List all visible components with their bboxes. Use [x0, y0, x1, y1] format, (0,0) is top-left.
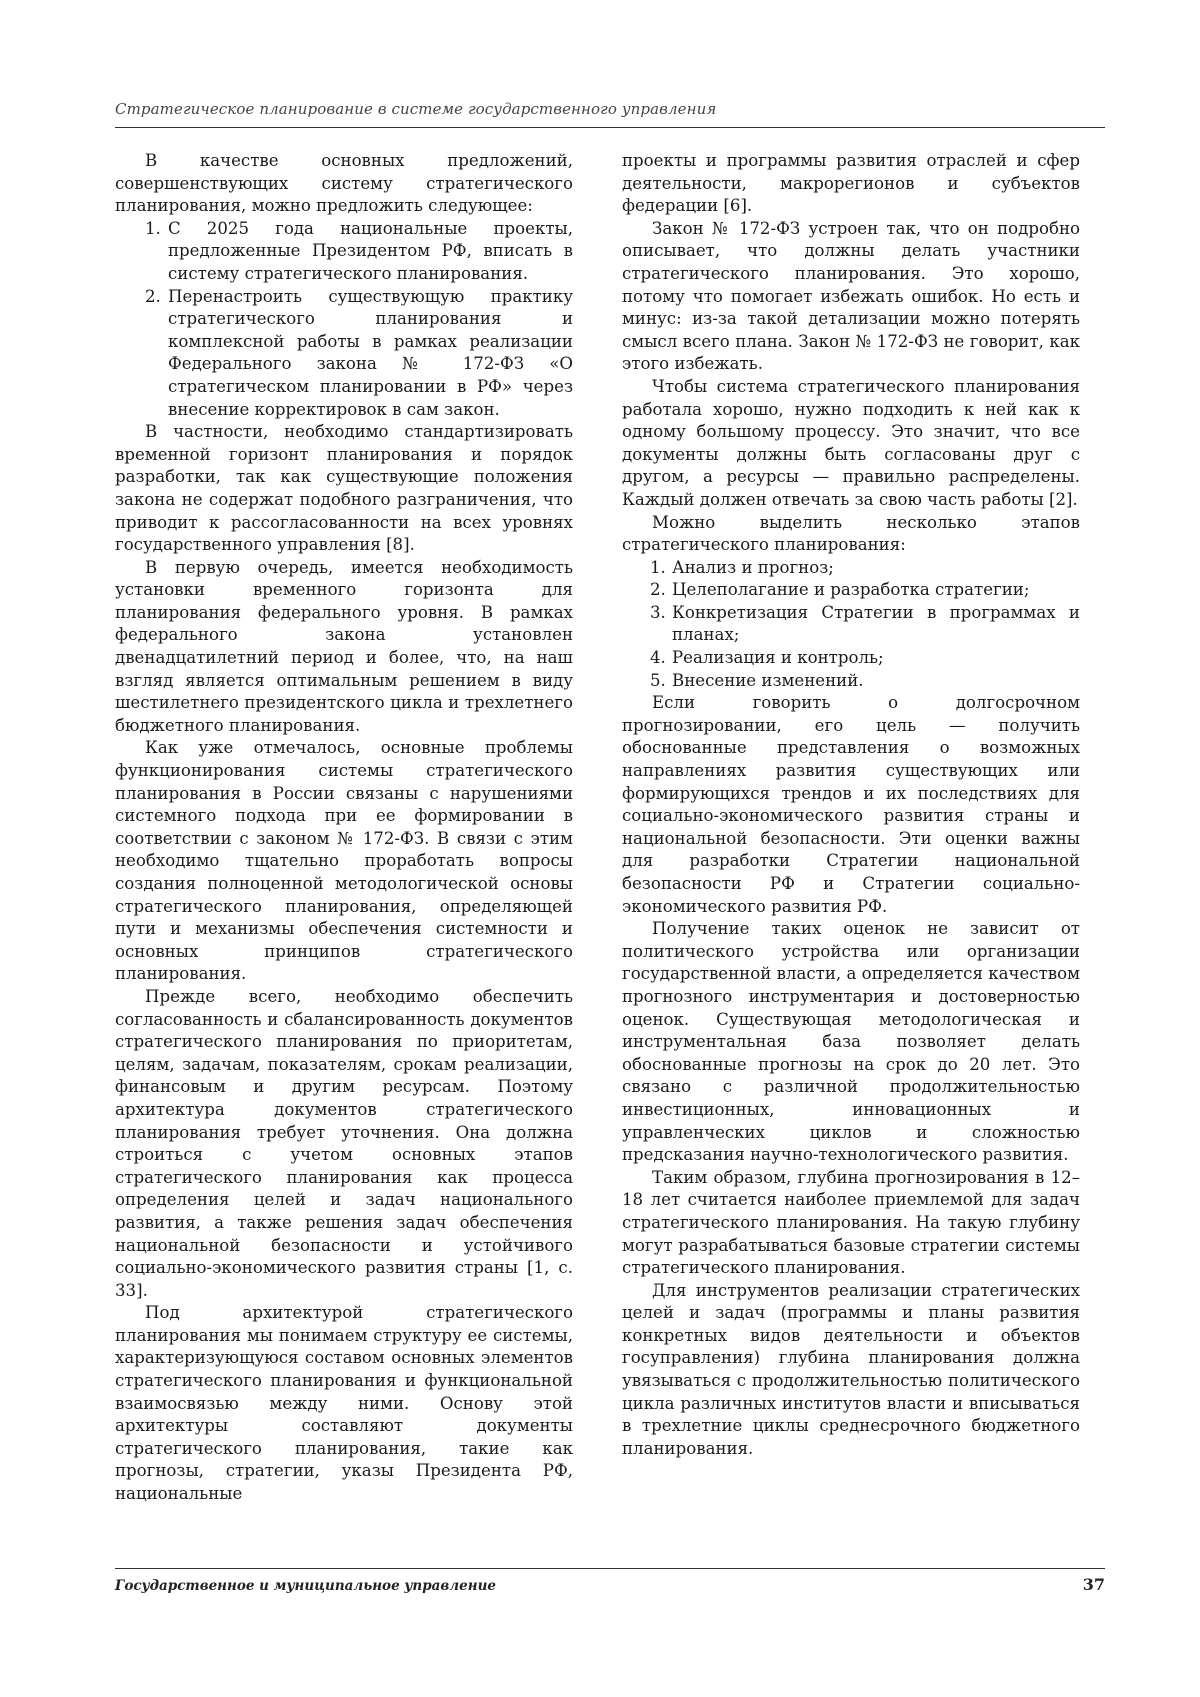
list-number: 3. [650, 602, 666, 622]
right-column [622, 150, 1080, 1460]
list-text: Перенастроить существующую практику стратегического планирования и комплексной работы в рамках реализации Федерального закона № 172-ФЗ «О стратегическом планировании в РФ» через внесение корректировок в сам закон. [168, 286, 573, 419]
paragraph: Чтобы система стратегического планирования работала хорошо, нужно подходить к ней как к одному большому процессу. Это значит, что все документы должны быть согласованы друг с другом, а ресурсы — правильно распределены. Каждый должен отвечать за свою часть работы [2]. [622, 376, 1080, 509]
list-number: 2. [145, 286, 161, 306]
paragraph: Можно выделить несколько этапов стратегического планирования: [622, 512, 1080, 555]
list-number: 1. [145, 218, 161, 238]
list-item [622, 647, 1080, 670]
left-column [115, 150, 573, 1506]
stages-list [622, 557, 1080, 693]
page-number: 37 [1082, 1575, 1105, 1594]
list-item [115, 218, 573, 286]
list-number: 5. [650, 670, 666, 690]
paragraph: Как уже отмечалось, основные проблемы функционирования системы стратегического планирования в России связаны с нарушениями системного подхода при ее формировании в соответствии с законом № 172-ФЗ. В связи с этим необходимо тщательно проработать вопросы создания полноценной методологической основы стратегического планирования, определяющей пути и механизмы обеспечения системности и основных принципов стратегического планирования. [115, 738, 573, 984]
proposals-list [115, 218, 573, 421]
footer-divider [115, 1568, 1105, 1569]
list-item [115, 286, 573, 422]
paragraph: Закон № 172-ФЗ устроен так, что он подробно описывает, что должны делать участники стратегического планирования. Это хорошо, потому что помогает избежать ошибок. Но есть и минус: из-за такой детализации можно потерять смысл всего плана. Закон № 172-ФЗ не говорит, как этого избежать. [622, 218, 1080, 374]
header-divider [115, 127, 1105, 128]
journal-title: Государственное и муниципальное управление [115, 1578, 497, 1594]
paragraph: В первую очередь, имеется необходимость установки временного горизонта для планирования федерального уровня. В рамках федерального закона установлен двенадцатилетний период и более, что, на наш взгляд является оптимальным решением в виду шестилетнего президентского цикла и трехлетнего бюджетного планирования. [115, 557, 573, 735]
list-text: Конкретизация Стратегии в программах и планах; [672, 602, 1080, 645]
paragraph: Для инструментов реализации стратегических целей и задач (программы и планы развития конкретных видов деятельности и объектов госуправления) глубина планирования должна увязываться с продолжительностью политического цикла различных институтов власти и вписываться в трехлетние циклы среднесрочного бюджетного планирования. [622, 1280, 1080, 1458]
running-header: Стратегическое планирование в системе государственного управления [115, 100, 717, 118]
paragraph: Если говорить о долгосрочном прогнозировании, его цель — получить обоснованные представления о возможных направлениях развития существующих или формирующихся трендов и их последствиях для социально-экономического развития страны и национальной безопасности. Эти оценки важны для разработки Стратегии национальной безопасности РФ и Стратегии социально-экономического развития РФ. [622, 693, 1080, 916]
paragraph: В частности, необходимо стандартизировать временной горизонт планирования и порядок разработки, так как существующие положения закона не содержат подобного разграничения, что приводит к рассогласованности на всех уровнях государственного управления [8]. [115, 422, 573, 555]
paragraph: Таким образом, глубина прогнозирования в 12–18 лет считается наиболее приемлемой для задач стратегического планирования. На такую глубину могут разрабатываться базовые стратегии системы стратегического планирования. [622, 1167, 1080, 1278]
paragraph: В качестве основных предложений, совершенствующих систему стратегического планирования, можно предложить следующее: [115, 151, 573, 216]
list-text: Внесение изменений. [672, 670, 864, 690]
list-text: Анализ и прогноз; [672, 557, 834, 577]
list-item [622, 579, 1080, 602]
paragraph: Получение таких оценок не зависит от политического устройства или организации государственной власти, а определяется качеством прогнозного инструментария и достоверностью оценок. Существующая методологическая и инструментальная база позволяет делать обоснованные прогнозы на срок до 20 лет. Это связано с различной продолжительностью инвестиционных, инновационных и управленческих циклов и сложностью предсказания научно-технологического развития. [622, 919, 1080, 1165]
list-item [622, 557, 1080, 580]
list-number: 1. [650, 557, 666, 577]
list-text: Целеполагание и разработка стратегии; [672, 580, 1030, 600]
paragraph: Прежде всего, необходимо обеспечить согласованность и сбалансированность документов стратегического планирования по приоритетам, целям, задачам, показателям, срокам реализации, финансовым и другим ресурсам. Поэтому архитектура документов стратегического планирования требует уточнения. Она должна строиться с учетом основных этапов стратегического планирования как процесса определения целей и задач национального развития, а также решения задач обеспечения национальной безопасности и устойчивого социально-экономического развития страны [1, с. 33]. [115, 986, 573, 1300]
list-text: С 2025 года национальные проекты, предложенные Президентом РФ, вписать в систему стратегического планирования. [168, 218, 573, 283]
paragraph: Под архитектурой стратегического планирования мы понимаем структуру ее системы, характеризующуюся составом основных элементов стратегического планирования и функциональной взаимосвязью между ними. Основу этой архитектуры составляют документы стратегического планирования, такие как прогнозы, стратегии, указы Президента РФ, национальные [115, 1303, 573, 1504]
list-text: Реализация и контроль; [672, 648, 884, 668]
paragraph-continued: проекты и программы развития отраслей и сфер деятельности, макрорегионов и субъектов федерации [6]. [622, 151, 1080, 216]
list-item [622, 602, 1080, 647]
list-number: 4. [650, 648, 666, 668]
list-number: 2. [650, 580, 666, 600]
list-item [622, 670, 1080, 693]
